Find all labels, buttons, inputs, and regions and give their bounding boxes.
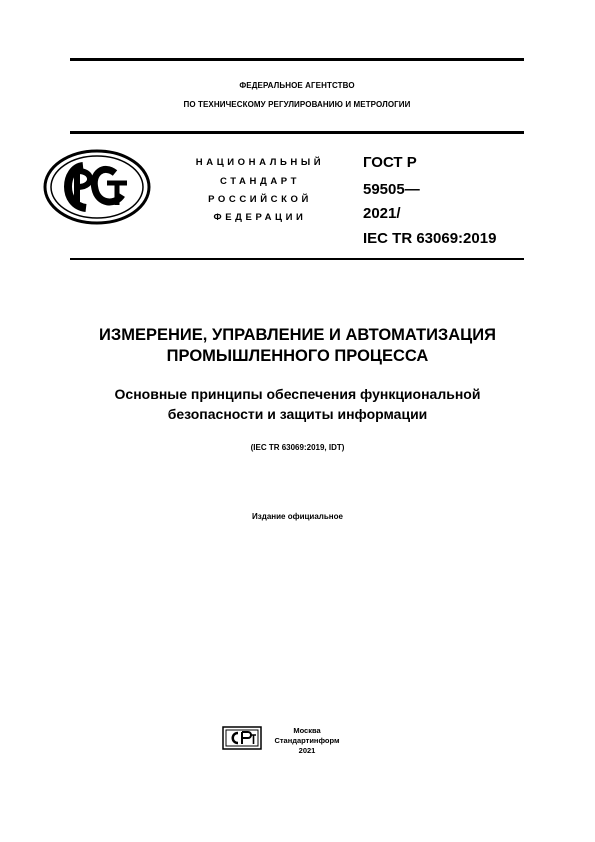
agency-line-2: ПО ТЕХНИЧЕСКОМУ РЕГУЛИРОВАНИЮ И МЕТРОЛОГИИ (183, 100, 411, 109)
gost-number-line-2: 59505— (363, 181, 420, 198)
gost-number-line-1: ГОСТ Р (363, 154, 417, 171)
title-line-1: ИЗМЕРЕНИЕ, УПРАВЛЕНИЕ И АВТОМАТИЗАЦИЯ (99, 326, 496, 344)
national-label-line-3: РОССИЙСКОЙ (208, 194, 312, 205)
block-divider (70, 258, 524, 260)
publisher-city: Москва (293, 726, 321, 735)
subtitle-line-2: безопасности и защиты информации (167, 406, 428, 422)
publisher-name: Стандартинформ (274, 736, 340, 745)
rst-conformity-mark-icon (43, 149, 151, 225)
agency-line-1: ФЕДЕРАЛЬНОЕ АГЕНТСТВО (239, 81, 355, 90)
national-label-line-4: ФЕДЕРАЦИИ (213, 212, 307, 223)
top-rule (70, 58, 524, 61)
subtitle-line-1: Основные принципы обеспечения функциональной (114, 386, 481, 402)
reference-text: (IEC TR 63069:2019, IDT) (250, 443, 345, 452)
title-line-2: ПРОМЫШЛЕННОГО ПРОЦЕССА (166, 347, 429, 365)
national-label-line-1: НАЦИОНАЛЬНЫЙ (195, 157, 325, 168)
publisher-year: 2021 (298, 746, 316, 755)
standartinform-logo-icon (222, 726, 262, 750)
national-label-line-2: СТАНДАРТ (220, 176, 300, 187)
header-divider (70, 131, 524, 134)
gost-number-line-3: 2021/ (363, 205, 401, 222)
gost-number-line-4: IEC TR 63069:2019 (363, 230, 497, 247)
edition-label: Издание официальное (252, 512, 343, 521)
